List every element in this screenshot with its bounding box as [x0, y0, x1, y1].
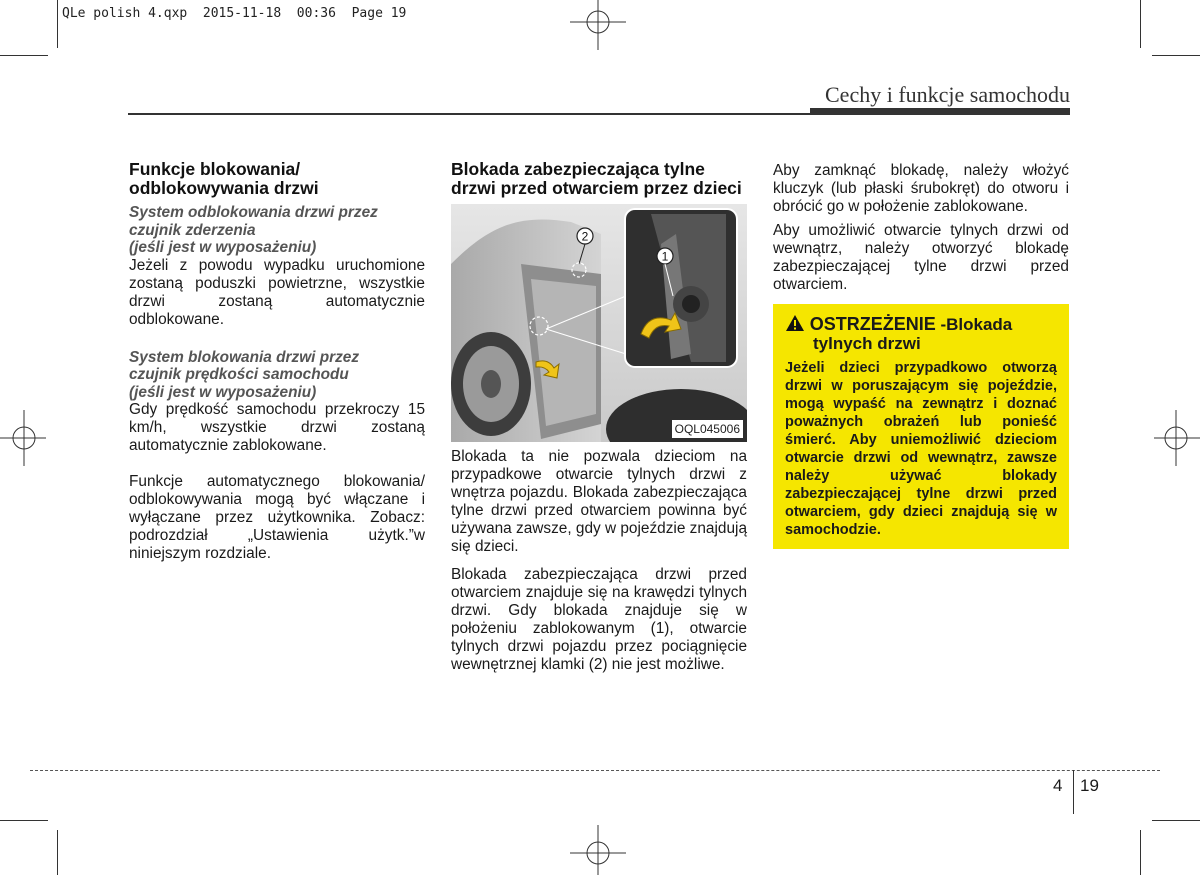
section-title: Cechy i funkcje samochodu	[825, 82, 1070, 107]
heading-child-lock: Blokada zabezpieczająca tylne drzwi przed otwarciem przez dzieci	[451, 159, 742, 198]
warning-body: Jeżeli dzieci przypadkowo otworzą drzwi w poruszającym się pojeździe, mogą wypaść na zewnątrz i doznać poważnych obrażeń lub ponieść śmierć. Aby uniemożliwić dzieciom otwarcie drzwi od wewnątrz, zawsze należy używać blokady zabezpieczającej tylne drzwi przed otwarciem, gdy dzieci znajdują się w samochodzie.	[785, 360, 1057, 538]
paragraph: Gdy prędkość samochodu przekroczy 15 km/h, wszystkie drzwi zostaną automatycznie zablokowane.	[129, 401, 425, 454]
footer-divider	[1073, 770, 1074, 814]
heading-door-locking: Funkcje blokowania/ odblokowywania drzwi	[129, 159, 319, 198]
column-1	[129, 160, 425, 573]
subheading-line: System blokowania drzwi przez	[129, 348, 360, 366]
print-slug: QLe polish 4.qxp 2015-11-18 00:36 Page 19	[62, 6, 407, 21]
crop-mark	[57, 830, 58, 875]
chapter-number: 4	[1053, 776, 1063, 795]
crop-mark	[1140, 0, 1141, 48]
column-2	[451, 160, 747, 684]
paragraph: Aby umożliwić otwarcie tylnych drzwi od wewnątrz, należy otworzyć blokadę zabezpieczającej tylne drzwi przed otwarciem.	[773, 222, 1069, 293]
crop-mark	[0, 820, 48, 821]
column-3	[773, 162, 1069, 549]
paragraph: Blokada ta nie pozwala dzieciom na przypadkowe otwarcie tylnych drzwi z wnętrza pojazdu. Blokada zabezpieczająca tylne drzwi przed otwarciem powinna być używana zawsze, gdy w pojeździe znajdują się dzieci.	[451, 448, 748, 555]
paragraph: Blokada zabezpieczająca drzwi przed otwarciem znajduje się na krawędzi tylnych drzwi. Gdy blokada znajduje się w położeniu zablokowanym (1), otwarcie tylnych drzwi pojazdu przez pociągnięcie wewnętrznej klamki (2) nie jest możliwe.	[451, 566, 747, 673]
subheading-line: czujnik zderzenia	[129, 221, 256, 239]
paragraph: Jeżeli z powodu wypadku uruchomione zostaną poduszki powietrzne, wszystkie drzwi zostaną automatycznie odblokowane.	[129, 256, 425, 328]
callout-1-label: 1	[661, 249, 669, 264]
header-rule-accent	[810, 108, 1070, 115]
subheading-speed-lock	[129, 349, 425, 402]
subheading-line: System odblokowania drzwi przez	[129, 204, 378, 221]
warning-title	[785, 314, 1057, 353]
registration-mark-icon	[0, 410, 46, 466]
child-lock-illustration	[451, 204, 747, 442]
paragraph: Funkcje automatycznego blokowania/ odblokowywania mogą być włączane i wyłączane przez użytkownika. Zobacz: podrozdział „Ustawienia użytk.”w niniejszym rozdziale.	[129, 473, 425, 562]
registration-mark-icon	[570, 825, 626, 875]
figure-code: OQL045006	[672, 420, 743, 438]
subheading-crash-unlock	[129, 204, 425, 257]
footer-rule	[30, 770, 1160, 771]
warning-title-line2: tylnych drzwi	[813, 334, 921, 353]
crop-mark	[1152, 55, 1200, 56]
crop-mark	[1140, 830, 1141, 875]
warning-title-rest: -Blokada	[935, 315, 1013, 334]
subheading-line: (jeśli jest w wyposażeniu)	[129, 239, 317, 256]
crop-mark	[0, 55, 48, 56]
registration-mark-icon	[1154, 410, 1200, 466]
crop-mark	[1152, 820, 1200, 821]
car-door-image	[451, 204, 747, 442]
warning-box	[773, 304, 1069, 549]
page-number: 19	[1080, 776, 1099, 795]
paragraph: Aby zamknąć blokadę, należy włożyć kluczyk (lub płaski śrubokręt) do otworu i obrócić go w położenie zablokowane.	[773, 162, 1069, 215]
subheading-line: (jeśli jest w wyposażeniu)	[129, 383, 317, 401]
subheading-line: czujnik prędkości samochodu	[129, 366, 349, 383]
callout-2-label: 2	[581, 229, 589, 244]
crop-mark	[57, 0, 58, 48]
warning-triangle-icon	[785, 314, 805, 332]
warning-label: OSTRZEŻENIE	[809, 314, 936, 334]
registration-mark-icon	[570, 0, 626, 50]
